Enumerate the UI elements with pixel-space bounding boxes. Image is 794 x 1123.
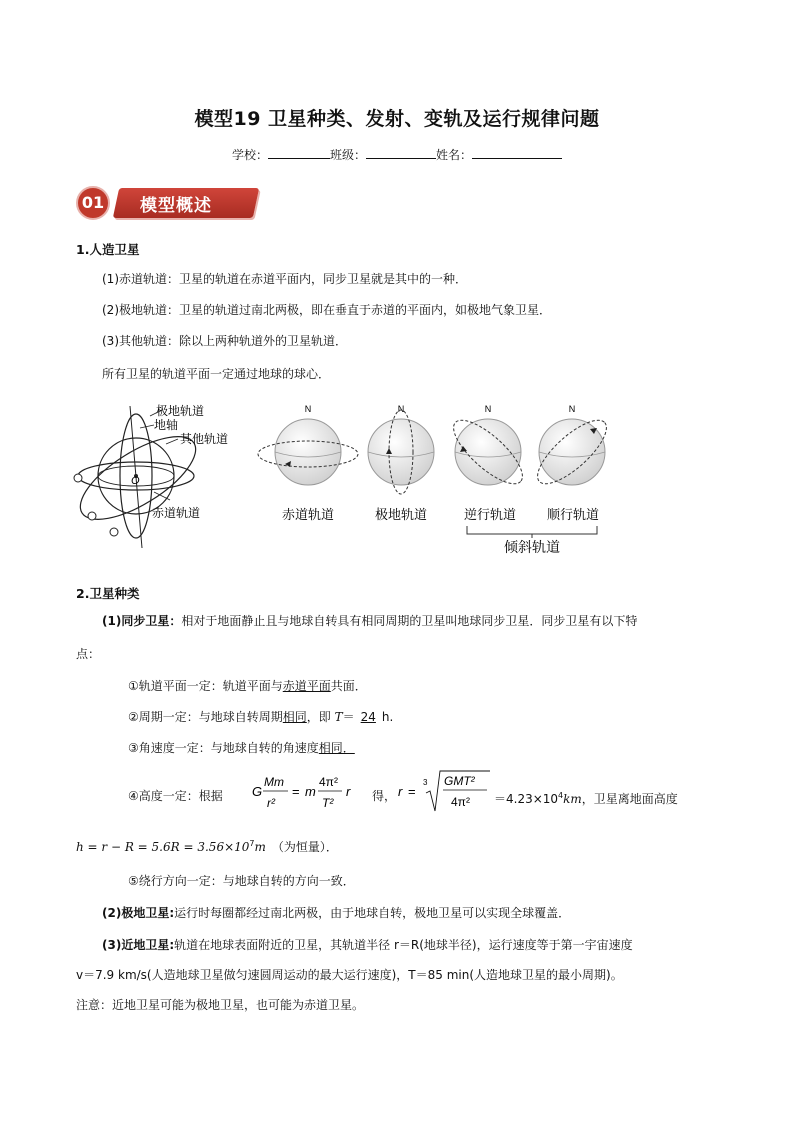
orbit-types-diagram <box>70 398 250 553</box>
svg-text:r: r <box>346 784 351 799</box>
satellite-marker <box>110 528 118 536</box>
feature-2-text: ②周期一定：与地球自转周期 <box>128 710 283 724</box>
altitude-note: （为恒量）． <box>271 840 338 854</box>
school-label: 学校： <box>231 148 268 162</box>
altitude-exponent: 7 <box>249 839 255 848</box>
page-title: 模型19 卫星种类、发射、变轨及运行规律问题 <box>194 108 600 130</box>
feature-3-text: ③角速度一定：与地球自转的角速度 <box>128 741 319 755</box>
feature-3-answer: 相同． <box>318 741 355 755</box>
section-badge <box>76 184 261 222</box>
feature-4-tail: ，卫星离地面高度 <box>581 792 678 806</box>
paragraph-polar-orbit: (2)极地轨道：卫星的轨道过南北两极，即在垂直于赤道的平面内，如极地气象卫星． <box>102 303 552 317</box>
near-earth-text: 轨道在地球表面附近的卫星，其轨道半径 r＝R(地球半径)，运行速度等于第一宇宙速度 <box>174 938 633 952</box>
name-label: 姓名： <box>436 148 473 162</box>
label-prograde: 顺行轨道 <box>546 507 600 522</box>
paragraph-other-orbit: (3)其他轨道：除以上两种轨道外的卫星轨道． <box>102 334 347 348</box>
feature-2 <box>128 709 393 725</box>
badge-label: 模型概述 <box>140 196 212 216</box>
svg-text:4π²: 4π² <box>319 775 338 789</box>
polar-satellite-text: 运行时每圈都经过南北两极，由于地球自转，极地卫星可以实现全球覆盖． <box>174 906 571 920</box>
feature-2-answer: 相同 <box>282 710 307 724</box>
globe-circle <box>455 419 521 485</box>
feature-2-mid: ，即 <box>306 710 335 724</box>
label-retrograde: 逆行轨道 <box>463 507 517 522</box>
svg-text:=: = <box>408 784 416 799</box>
class-blank <box>366 146 436 159</box>
feature-1-text: ①轨道平面一定：轨道平面与 <box>128 679 283 693</box>
note-paragraph: 注意：近地卫星可能为极地卫星，也可能为赤道卫星。 <box>76 998 365 1012</box>
radius-unit: km <box>563 792 582 806</box>
equals-sign: ＝ <box>342 710 355 724</box>
feature-4-mid: 得， <box>372 789 397 803</box>
altitude-expression: h = r − R = 5.6R = 3.56×10 <box>76 840 250 854</box>
near-earth-text-cont: v＝7.9 km/s(人造地球卫星做匀速圆周运动的最大运行速度)，T＝85 min(人造地球卫星的最小周期)。 <box>76 968 623 982</box>
paragraph-equatorial-orbit: (1)赤道轨道：卫星的轨道在赤道平面内，同步卫星就是其中的一种． <box>102 272 468 286</box>
gravity-equation <box>252 770 372 814</box>
feature-5: ⑤绕行方向一定：与地球自转的方向一致． <box>128 874 355 888</box>
globe-circle <box>368 419 434 485</box>
altitude-formula <box>76 836 338 855</box>
leader-line <box>166 439 178 444</box>
north-label: N <box>484 404 492 414</box>
radius-formula <box>398 767 494 815</box>
satellite-marker <box>74 474 82 482</box>
svg-text:T²: T² <box>322 796 334 810</box>
student-info-line <box>0 146 794 163</box>
section-2-heading: 2.卫星种类 <box>76 586 140 601</box>
svg-text:m: m <box>305 784 316 799</box>
feature-1-end: 共面． <box>330 679 367 693</box>
svg-text:3: 3 <box>423 778 428 787</box>
north-label: N <box>304 404 312 414</box>
globe-circle <box>275 419 341 485</box>
feature-3 <box>128 740 355 756</box>
polar-satellite-label: (2)极地卫星: <box>102 906 175 920</box>
svg-text:G: G <box>252 784 263 799</box>
altitude-unit: m <box>254 840 266 854</box>
radius-value: ＝4.23×10 <box>494 792 559 806</box>
globe-prograde <box>529 404 616 493</box>
synchronous-satellite-paragraph <box>102 613 637 629</box>
orbit-inclination-diagram <box>255 400 625 560</box>
polar-orbit-label: 极地轨道 <box>156 404 205 418</box>
satellite-marker <box>88 512 96 520</box>
feature-1-answer: 赤道平面 <box>282 679 331 693</box>
equatorial-orbit-label: 赤道轨道 <box>152 506 201 520</box>
polar-satellite-paragraph <box>102 905 570 921</box>
synchronous-label: (1)同步卫星： <box>102 614 182 628</box>
radius-exponent: 4 <box>558 791 564 800</box>
radius-result <box>494 788 678 807</box>
north-label: N <box>568 404 576 414</box>
period-value: 24 <box>360 710 376 724</box>
north-label: N <box>397 404 405 414</box>
label-polar: 极地轨道 <box>374 507 428 522</box>
svg-text:r: r <box>398 784 403 799</box>
badge-number: 01 <box>76 186 110 220</box>
svg-text:r²: r² <box>267 796 275 810</box>
other-orbit-label: 其他轨道 <box>180 432 229 446</box>
feature-4-start: ④高度一定：根据 <box>128 789 223 803</box>
svg-text:Mm: Mm <box>264 775 284 789</box>
period-symbol: T <box>334 710 343 724</box>
section-1-heading: 1.人造卫星 <box>76 242 140 257</box>
label-equatorial: 赤道轨道 <box>281 507 335 522</box>
label-inclined: 倾斜轨道 <box>504 539 560 555</box>
synchronous-text: 相对于地面静止且与地球自转具有相同周期的卫星叫地球同步卫星．同步卫星有以下特 <box>181 614 638 628</box>
leader-line <box>140 425 154 428</box>
globe-retrograde <box>445 404 532 493</box>
school-blank <box>268 146 330 159</box>
center-label: O <box>131 475 140 487</box>
feature-1 <box>128 678 367 694</box>
class-label: 班级： <box>329 148 366 162</box>
paragraph-orbit-plane: 所有卫星的轨道平面一定通过地球的球心． <box>102 367 331 381</box>
near-earth-satellite-paragraph <box>102 937 633 953</box>
svg-text:GMT²: GMT² <box>444 774 475 788</box>
period-unit: h. <box>381 710 394 724</box>
group-bracket <box>467 526 597 534</box>
svg-text:4π²: 4π² <box>451 795 470 809</box>
svg-text:=: = <box>292 784 300 799</box>
globe-polar <box>368 404 434 494</box>
synchronous-text-cont: 点： <box>76 647 101 661</box>
near-earth-label: (3)近地卫星: <box>102 938 175 952</box>
name-blank <box>472 146 562 159</box>
earth-axis-label: 地轴 <box>154 418 179 432</box>
globe-equatorial <box>258 404 358 485</box>
